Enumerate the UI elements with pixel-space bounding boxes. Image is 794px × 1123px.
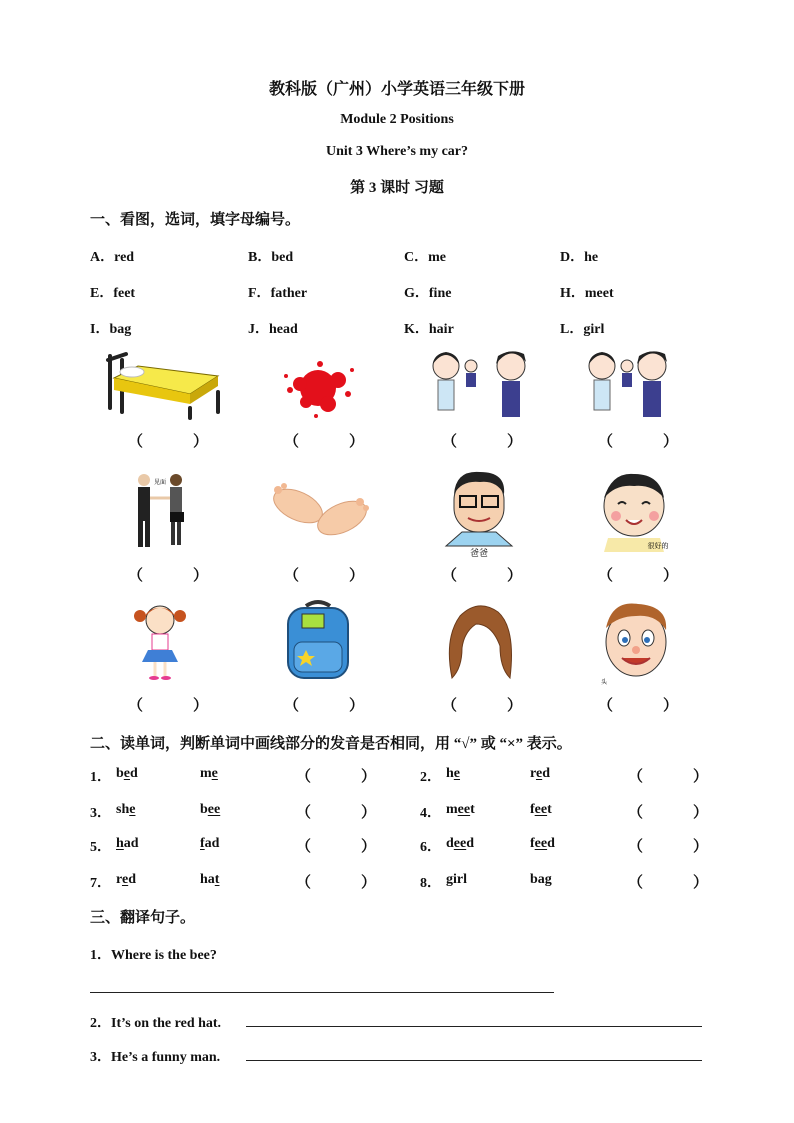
- word-part: sh: [116, 802, 130, 817]
- pronunciation-word: [446, 836, 474, 852]
- pronunciation-word: [200, 766, 218, 782]
- item-number: 6．: [420, 840, 441, 855]
- paren-open: （: [628, 839, 644, 855]
- word-option: [560, 246, 598, 266]
- pronunciation-word: [446, 766, 460, 782]
- fine-label: 很好的: [647, 542, 669, 550]
- translation-sentence: [90, 1012, 221, 1032]
- lesson-title: 第 3 课时 习题: [350, 180, 444, 196]
- answer-blank[interactable]: [598, 564, 678, 585]
- word-option: [90, 246, 134, 266]
- paren-open: （: [296, 875, 312, 891]
- bed-picture: [100, 346, 230, 436]
- sentence-text: Where is the bee?: [111, 948, 217, 963]
- word-part: r: [116, 872, 122, 887]
- paren-close: ）: [360, 839, 376, 855]
- pronunciation-word: [530, 766, 550, 782]
- answer-blank[interactable]: [442, 564, 522, 585]
- option-word: bed: [271, 250, 294, 265]
- page-title: 教科版（广州）小学英语三年级下册: [268, 81, 525, 98]
- option-letter: I．: [90, 322, 110, 337]
- paren-open: （: [442, 698, 458, 714]
- paren-close: ）: [506, 434, 522, 450]
- translation-sentence: [90, 1046, 220, 1066]
- paren-open: （: [284, 698, 300, 714]
- paren-close: ）: [348, 434, 364, 450]
- option-word: father: [270, 286, 308, 301]
- sentence-number: 1．: [90, 948, 111, 963]
- option-word: me: [428, 250, 447, 265]
- paren-close: ）: [506, 698, 522, 714]
- judge-blank[interactable]: [628, 871, 708, 892]
- paren-open: （: [628, 805, 644, 821]
- judge-blank[interactable]: [628, 801, 708, 822]
- option-letter: B．: [248, 250, 272, 265]
- option-word: red: [114, 250, 135, 265]
- answer-blank[interactable]: [598, 430, 678, 451]
- option-letter: L．: [560, 322, 584, 337]
- underlined-letters: f: [200, 836, 205, 851]
- pronunciation-word: [530, 802, 552, 818]
- word-part: b: [200, 802, 208, 817]
- paren-close: ）: [348, 568, 364, 584]
- paren-close: ）: [192, 434, 208, 450]
- paren-open: （: [598, 434, 614, 450]
- paren-close: ）: [692, 839, 708, 855]
- answer-blank[interactable]: [128, 694, 208, 715]
- answer-line[interactable]: [246, 1026, 702, 1027]
- paren-close: ）: [692, 805, 708, 821]
- paren-open: （: [128, 568, 144, 584]
- module-title: Module 2 Positions: [340, 112, 454, 127]
- paren-open: （: [284, 434, 300, 450]
- unit-title: Unit 3 Where’s my car?: [325, 144, 469, 159]
- item-number: 3．: [90, 806, 111, 821]
- translation-sentence: [90, 944, 217, 964]
- answer-line[interactable]: [246, 1060, 702, 1061]
- section3-heading: 三、翻译句子。: [90, 910, 196, 926]
- option-letter: H．: [560, 286, 585, 301]
- underlined-letters: ee: [457, 802, 471, 817]
- word-part: d: [547, 836, 555, 851]
- boy-head-picture: [572, 598, 702, 688]
- pronunciation-word: [530, 872, 552, 888]
- pronunciation-word: [200, 872, 219, 888]
- option-letter: A．: [90, 250, 115, 265]
- paren-open: （: [598, 698, 614, 714]
- answer-blank[interactable]: [128, 430, 208, 451]
- underlined-letters: g: [544, 872, 552, 887]
- word-part: d: [128, 872, 136, 887]
- word-part: b: [116, 766, 124, 781]
- word-part: f: [530, 836, 535, 851]
- option-word: hair: [428, 322, 454, 337]
- word-part: h: [446, 766, 454, 781]
- paren-close: ）: [192, 698, 208, 714]
- hair-picture: [416, 598, 546, 688]
- sentence-number: 2．: [90, 1016, 111, 1031]
- paren-open: （: [296, 769, 312, 785]
- paren-open: （: [598, 568, 614, 584]
- word-part: ha: [200, 872, 215, 887]
- pronunciation-word: [116, 836, 139, 852]
- word-option: [90, 318, 131, 338]
- word-part: ad: [123, 836, 139, 851]
- judge-blank[interactable]: [296, 835, 376, 856]
- word-part: d: [542, 766, 550, 781]
- option-word: bag: [109, 322, 132, 337]
- item-number: 7．: [90, 876, 111, 891]
- answer-blank[interactable]: [284, 430, 364, 451]
- girl-boy-he-picture: [416, 346, 546, 436]
- paren-close: ）: [662, 698, 678, 714]
- word-part: t: [470, 802, 475, 817]
- underlined-letters: e: [123, 766, 131, 781]
- underlined-letters: ee: [534, 802, 548, 817]
- pronunciation-word: [200, 836, 219, 852]
- answer-blank[interactable]: [284, 694, 364, 715]
- underlined-letters: e: [453, 766, 461, 781]
- option-word: feet: [113, 286, 136, 301]
- pronunciation-word: [530, 836, 555, 852]
- word-option: [560, 282, 614, 302]
- pronunciation-word: [116, 872, 136, 888]
- underlined-letters: ee: [207, 802, 221, 817]
- word-option: [248, 318, 298, 338]
- answer-blank[interactable]: [128, 564, 208, 585]
- word-part: irl: [453, 872, 467, 887]
- answer-blank[interactable]: [442, 694, 522, 715]
- word-option: [404, 246, 446, 266]
- paren-close: ）: [360, 875, 376, 891]
- paren-close: ）: [506, 568, 522, 584]
- answer-blank[interactable]: [598, 694, 678, 715]
- paren-open: （: [628, 875, 644, 891]
- word-option: [404, 318, 454, 338]
- word-part: ba: [530, 872, 545, 887]
- paren-open: （: [128, 698, 144, 714]
- red-splash-picture: [256, 346, 386, 436]
- fine-picture: [572, 468, 702, 558]
- answer-blank[interactable]: [284, 564, 364, 585]
- underlined-letters: g: [446, 872, 453, 887]
- paren-open: （: [442, 434, 458, 450]
- underlined-letters: ee: [534, 836, 548, 851]
- option-letter: E．: [90, 286, 114, 301]
- word-option: [560, 318, 604, 338]
- word-part: f: [530, 802, 535, 817]
- section2-heading: 二、读单词，判断单词中画线部分的发音是否相同，用 “√” 或 “×” 表示。: [90, 736, 572, 752]
- underlined-letters: e: [129, 802, 136, 817]
- underlined-letters: h: [116, 836, 124, 851]
- answer-blank[interactable]: [442, 430, 522, 451]
- judge-blank[interactable]: [296, 871, 376, 892]
- underlined-letters: ee: [453, 836, 467, 851]
- pronunciation-word: [200, 802, 220, 818]
- option-word: head: [269, 322, 298, 337]
- sentence-text: It’s on the red hat.: [111, 1016, 222, 1031]
- paren-open: （: [128, 434, 144, 450]
- paren-open: （: [296, 839, 312, 855]
- word-part: m: [446, 802, 458, 817]
- section1-heading: 一、看图，选词，填字母编号。: [90, 212, 301, 228]
- word-part: d: [446, 836, 454, 851]
- sentence-text: He’s a funny man.: [111, 1050, 221, 1065]
- underlined-letters: e: [121, 872, 129, 887]
- father-label: 爸爸: [469, 549, 489, 558]
- sentence-number: 3．: [90, 1050, 111, 1065]
- paren-open: （: [296, 805, 312, 821]
- item-number: 8．: [420, 876, 441, 891]
- option-letter: K．: [404, 322, 429, 337]
- paren-close: ）: [360, 805, 376, 821]
- word-part: m: [200, 766, 212, 781]
- item-number: 2．: [420, 770, 441, 785]
- option-word: girl: [583, 322, 605, 337]
- word-part: t: [547, 802, 552, 817]
- option-word: fine: [428, 286, 452, 301]
- option-letter: D．: [560, 250, 585, 265]
- answer-line[interactable]: [90, 992, 554, 993]
- option-letter: J．: [248, 322, 269, 337]
- girl-boy-me-picture: [572, 346, 702, 436]
- option-letter: C．: [404, 250, 429, 265]
- paren-open: （: [442, 568, 458, 584]
- paren-open: （: [284, 568, 300, 584]
- father-picture: [416, 468, 546, 558]
- meet-picture: [100, 468, 230, 558]
- underlined-letters: e: [211, 766, 218, 781]
- pronunciation-word: [446, 802, 475, 818]
- judge-blank[interactable]: [296, 801, 376, 822]
- bag-picture: [256, 598, 386, 688]
- option-letter: F．: [248, 286, 271, 301]
- pronunciation-word: [116, 766, 138, 782]
- item-number: 5．: [90, 840, 111, 855]
- boy-label: 头: [600, 679, 608, 686]
- judge-blank[interactable]: [296, 765, 376, 786]
- meet-label: 见面: [153, 479, 167, 486]
- item-number: 1．: [90, 770, 111, 785]
- word-option: [248, 282, 307, 302]
- paren-open: （: [628, 769, 644, 785]
- word-part: d: [130, 766, 138, 781]
- word-part: r: [530, 766, 536, 781]
- paren-close: ）: [662, 434, 678, 450]
- word-option: [90, 282, 135, 302]
- judge-blank[interactable]: [628, 765, 708, 786]
- paren-close: ）: [348, 698, 364, 714]
- paren-close: ）: [662, 568, 678, 584]
- item-number: 4．: [420, 806, 441, 821]
- word-option: [248, 246, 293, 266]
- word-part: d: [466, 836, 475, 851]
- option-word: meet: [584, 286, 614, 301]
- word-option: [404, 282, 451, 302]
- paren-close: ）: [360, 769, 376, 785]
- option-word: he: [584, 250, 599, 265]
- paren-close: ）: [692, 875, 708, 891]
- pronunciation-word: [116, 802, 135, 818]
- underlined-letters: t: [214, 872, 220, 887]
- paren-close: ）: [692, 769, 708, 785]
- pronunciation-word: [446, 872, 467, 888]
- word-part: ad: [204, 836, 220, 851]
- feet-picture: [256, 468, 386, 558]
- option-letter: G．: [404, 286, 429, 301]
- paren-close: ）: [192, 568, 208, 584]
- judge-blank[interactable]: [628, 835, 708, 856]
- underlined-letters: e: [535, 766, 543, 781]
- girl-picture: [100, 598, 230, 688]
